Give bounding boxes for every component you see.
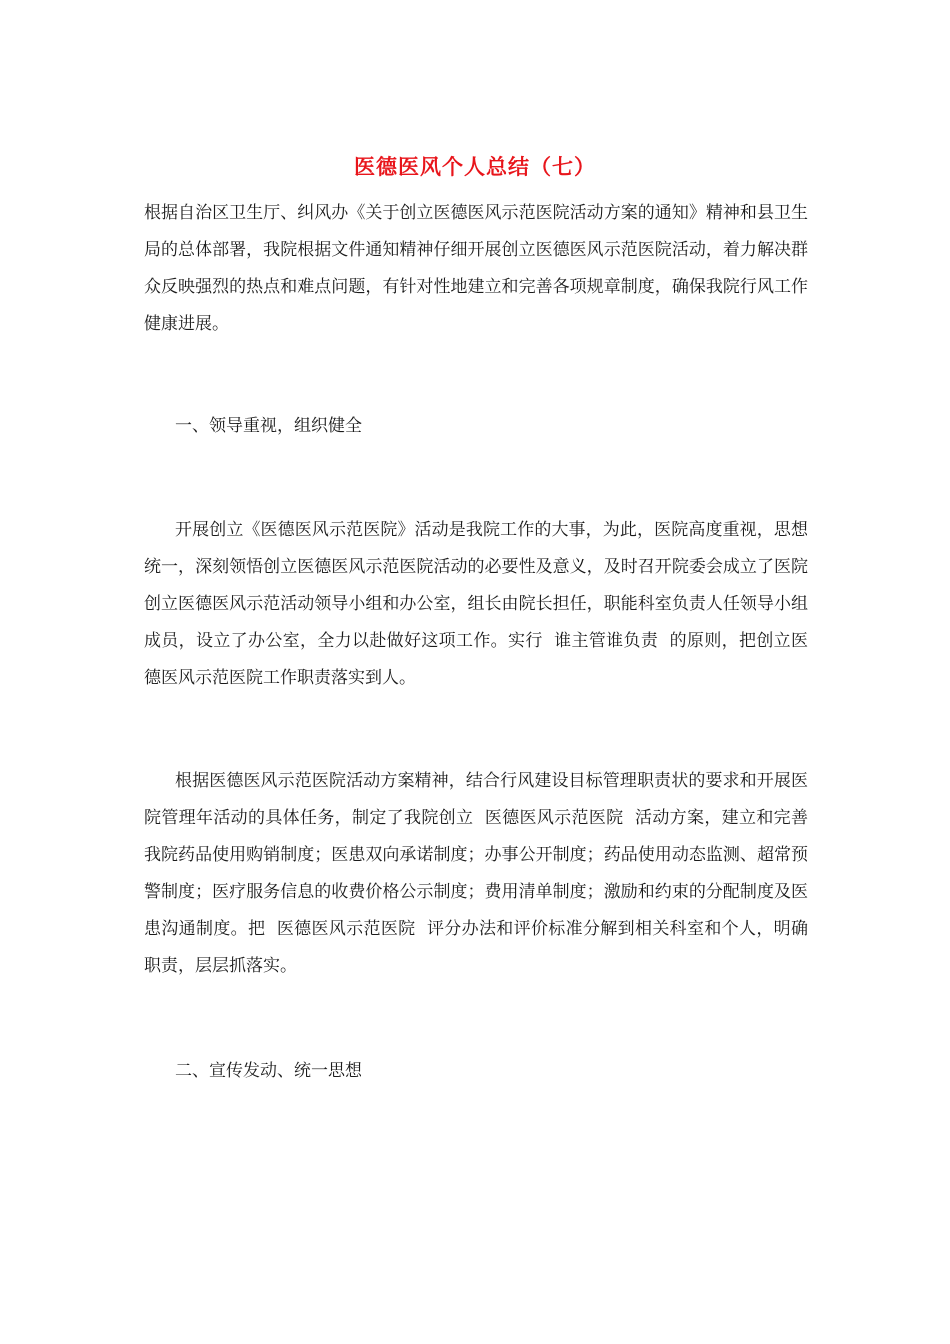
section-heading-1: 一、领导重视，组织健全: [175, 416, 362, 436]
paragraph-2: 根据医德医风示范医院活动方案精神，结合行风建设目标管理职责状的要求和开展医院管理年活动的具体任务，制定了我院创立 医德医风示范医院 活动方案，建立和完善我院药品使用购销制度；医患双向承诺制度；办事公开制度；药品使用动态监测、超常预警制度；医疗服务信息的收费价格公示制度；费用清单制度；激励和约束的分配制度及医患沟通制度。把 医德医风示范医院 评分办法和评价标准分解到相关科室和个人，明确职责，层层抓落实。: [144, 771, 808, 976]
intro-paragraph: 根据自治区卫生厅、纠风办《关于创立医德医风示范医院活动方案的通知》精神和县卫生局的总体部署，我院根据文件通知精神仔细开展创立医德医风示范医院活动，着力解决群众反映强烈的热点和难点问题，有针对性地建立和完善各项规章制度，确保我院行风工作健康进展。: [144, 203, 808, 334]
section-heading-2: 二、宣传发动、统一思想: [175, 1061, 362, 1081]
paragraph-1: 开展创立《医德医风示范医院》活动是我院工作的大事，为此，医院高度重视，思想统一，深刻领悟创立医德医风示范医院活动的必要性及意义，及时召开院委会成立了医院创立医德医风示范活动领导小组和办公室，组长由院长担任，职能科室负责人任领导小组成员，设立了办公室，全力以赴做好这项工作。实行 谁主管谁负责 的原则，把创立医德医风示范医院工作职责落实到人。: [144, 520, 808, 688]
document-title: 医德医风个人总结（七）: [354, 154, 596, 179]
